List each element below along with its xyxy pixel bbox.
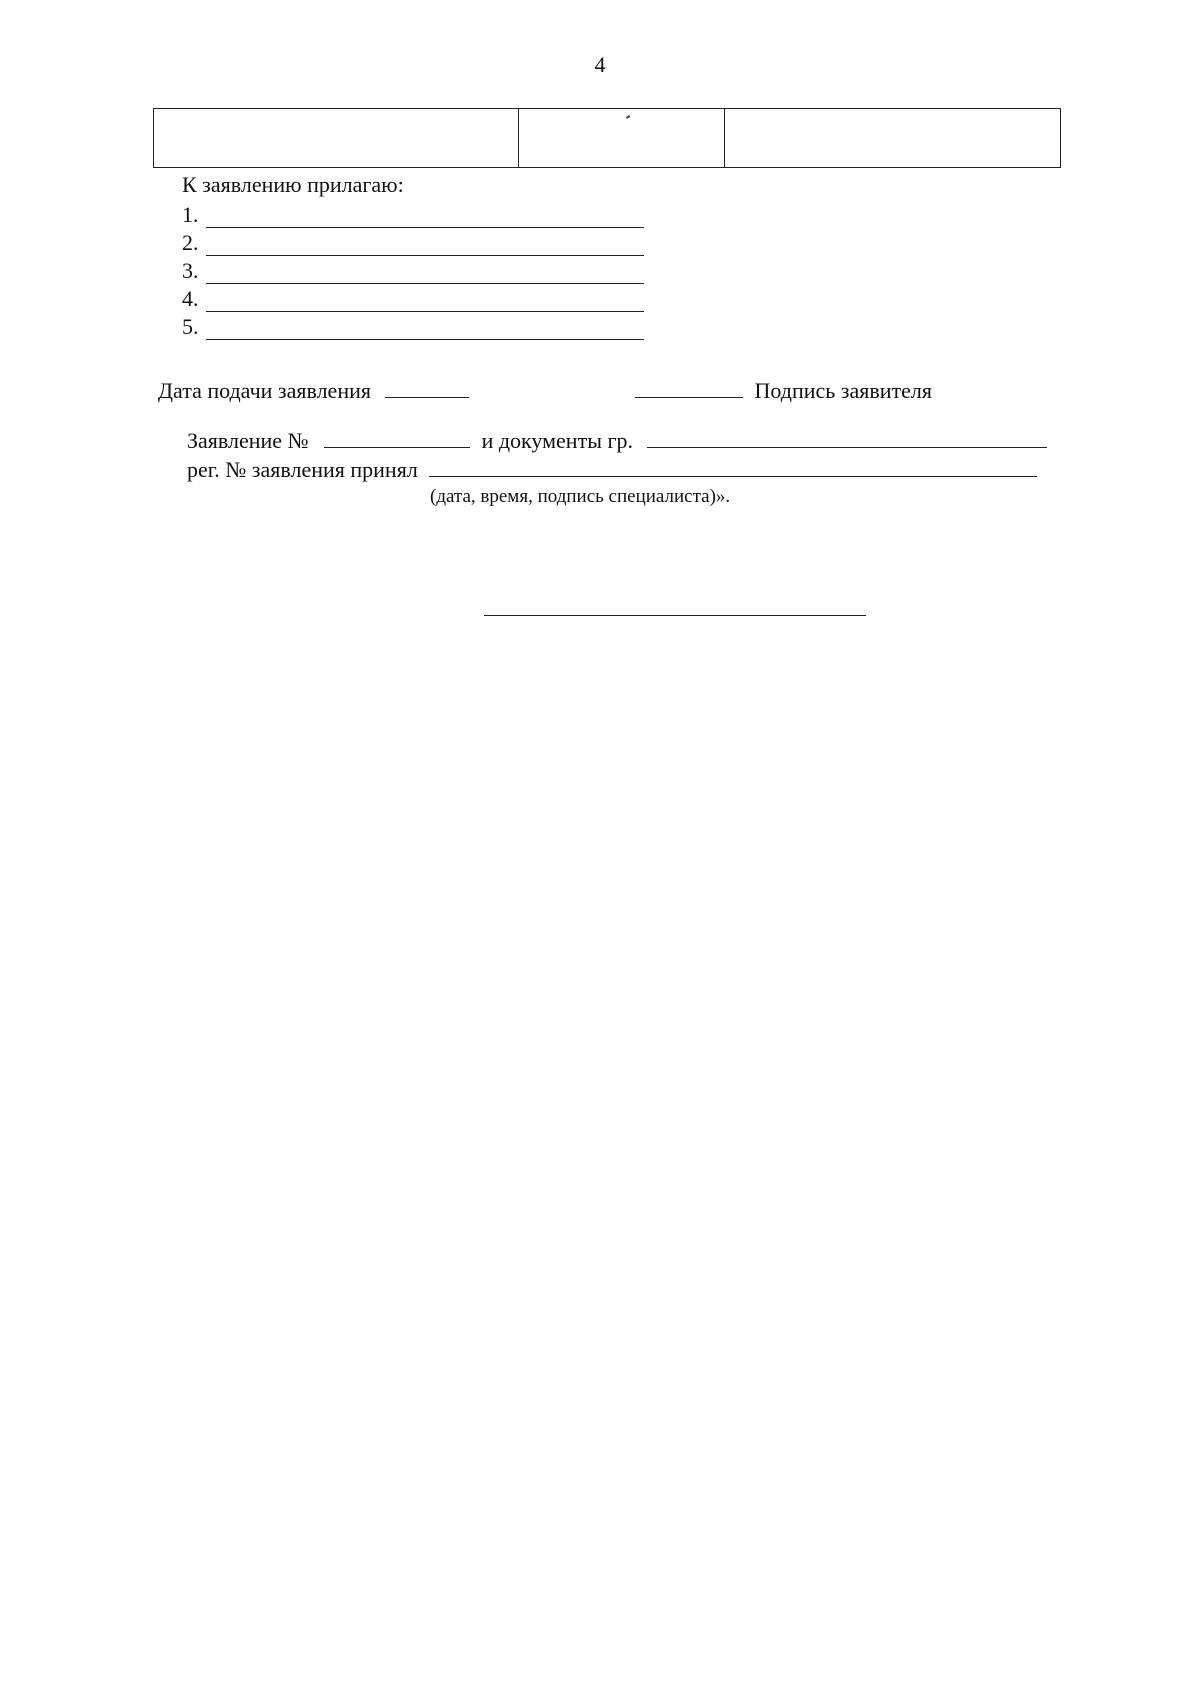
attachment-blank[interactable]: [206, 261, 644, 284]
attachment-number: 4.: [182, 286, 199, 311]
attachment-number: 5.: [182, 314, 199, 339]
registration-row: [187, 456, 1037, 483]
applicant-signature-label: Подпись заявителя: [754, 378, 933, 403]
documents-label: и документы гр.: [481, 428, 633, 453]
citizen-name-blank[interactable]: [647, 427, 1047, 448]
statement-number-label: Заявление №: [187, 428, 309, 453]
specialist-caption: (дата, время, подпись специалиста)».: [430, 486, 731, 507]
attachment-item: [182, 284, 644, 312]
attachments-list: [182, 200, 644, 340]
submission-date-blank[interactable]: [385, 377, 469, 398]
registration-label: рег. № заявления принял: [187, 457, 418, 482]
attachment-number: 2.: [182, 230, 199, 255]
attachment-blank[interactable]: [206, 317, 644, 340]
applicant-signature-blank[interactable]: [635, 377, 743, 398]
attachment-blank[interactable]: [206, 205, 644, 228]
table-fragment: [153, 108, 1061, 168]
submission-date-label: Дата подачи заявления: [158, 378, 371, 403]
page-number: 4: [594, 52, 606, 77]
registration-blank[interactable]: [429, 456, 1037, 477]
table-cell: [154, 109, 518, 167]
attachments-title: К заявлению прилагаю:: [182, 172, 404, 197]
submission-date-row: [158, 377, 469, 404]
attachment-blank[interactable]: [206, 289, 644, 312]
applicant-signature-row: [635, 377, 932, 404]
table-cell: [518, 109, 724, 167]
attachment-item: [182, 200, 644, 228]
statement-row: [187, 427, 1047, 454]
table-cell: [724, 109, 1060, 167]
attachment-number: 1.: [182, 202, 199, 227]
attachment-item: [182, 256, 644, 284]
attachment-item: [182, 228, 644, 256]
statement-number-blank[interactable]: [324, 427, 470, 448]
closing-separator-line: [484, 615, 866, 616]
attachment-item: [182, 312, 644, 340]
attachment-blank[interactable]: [206, 233, 644, 256]
attachment-number: 3.: [182, 258, 199, 283]
